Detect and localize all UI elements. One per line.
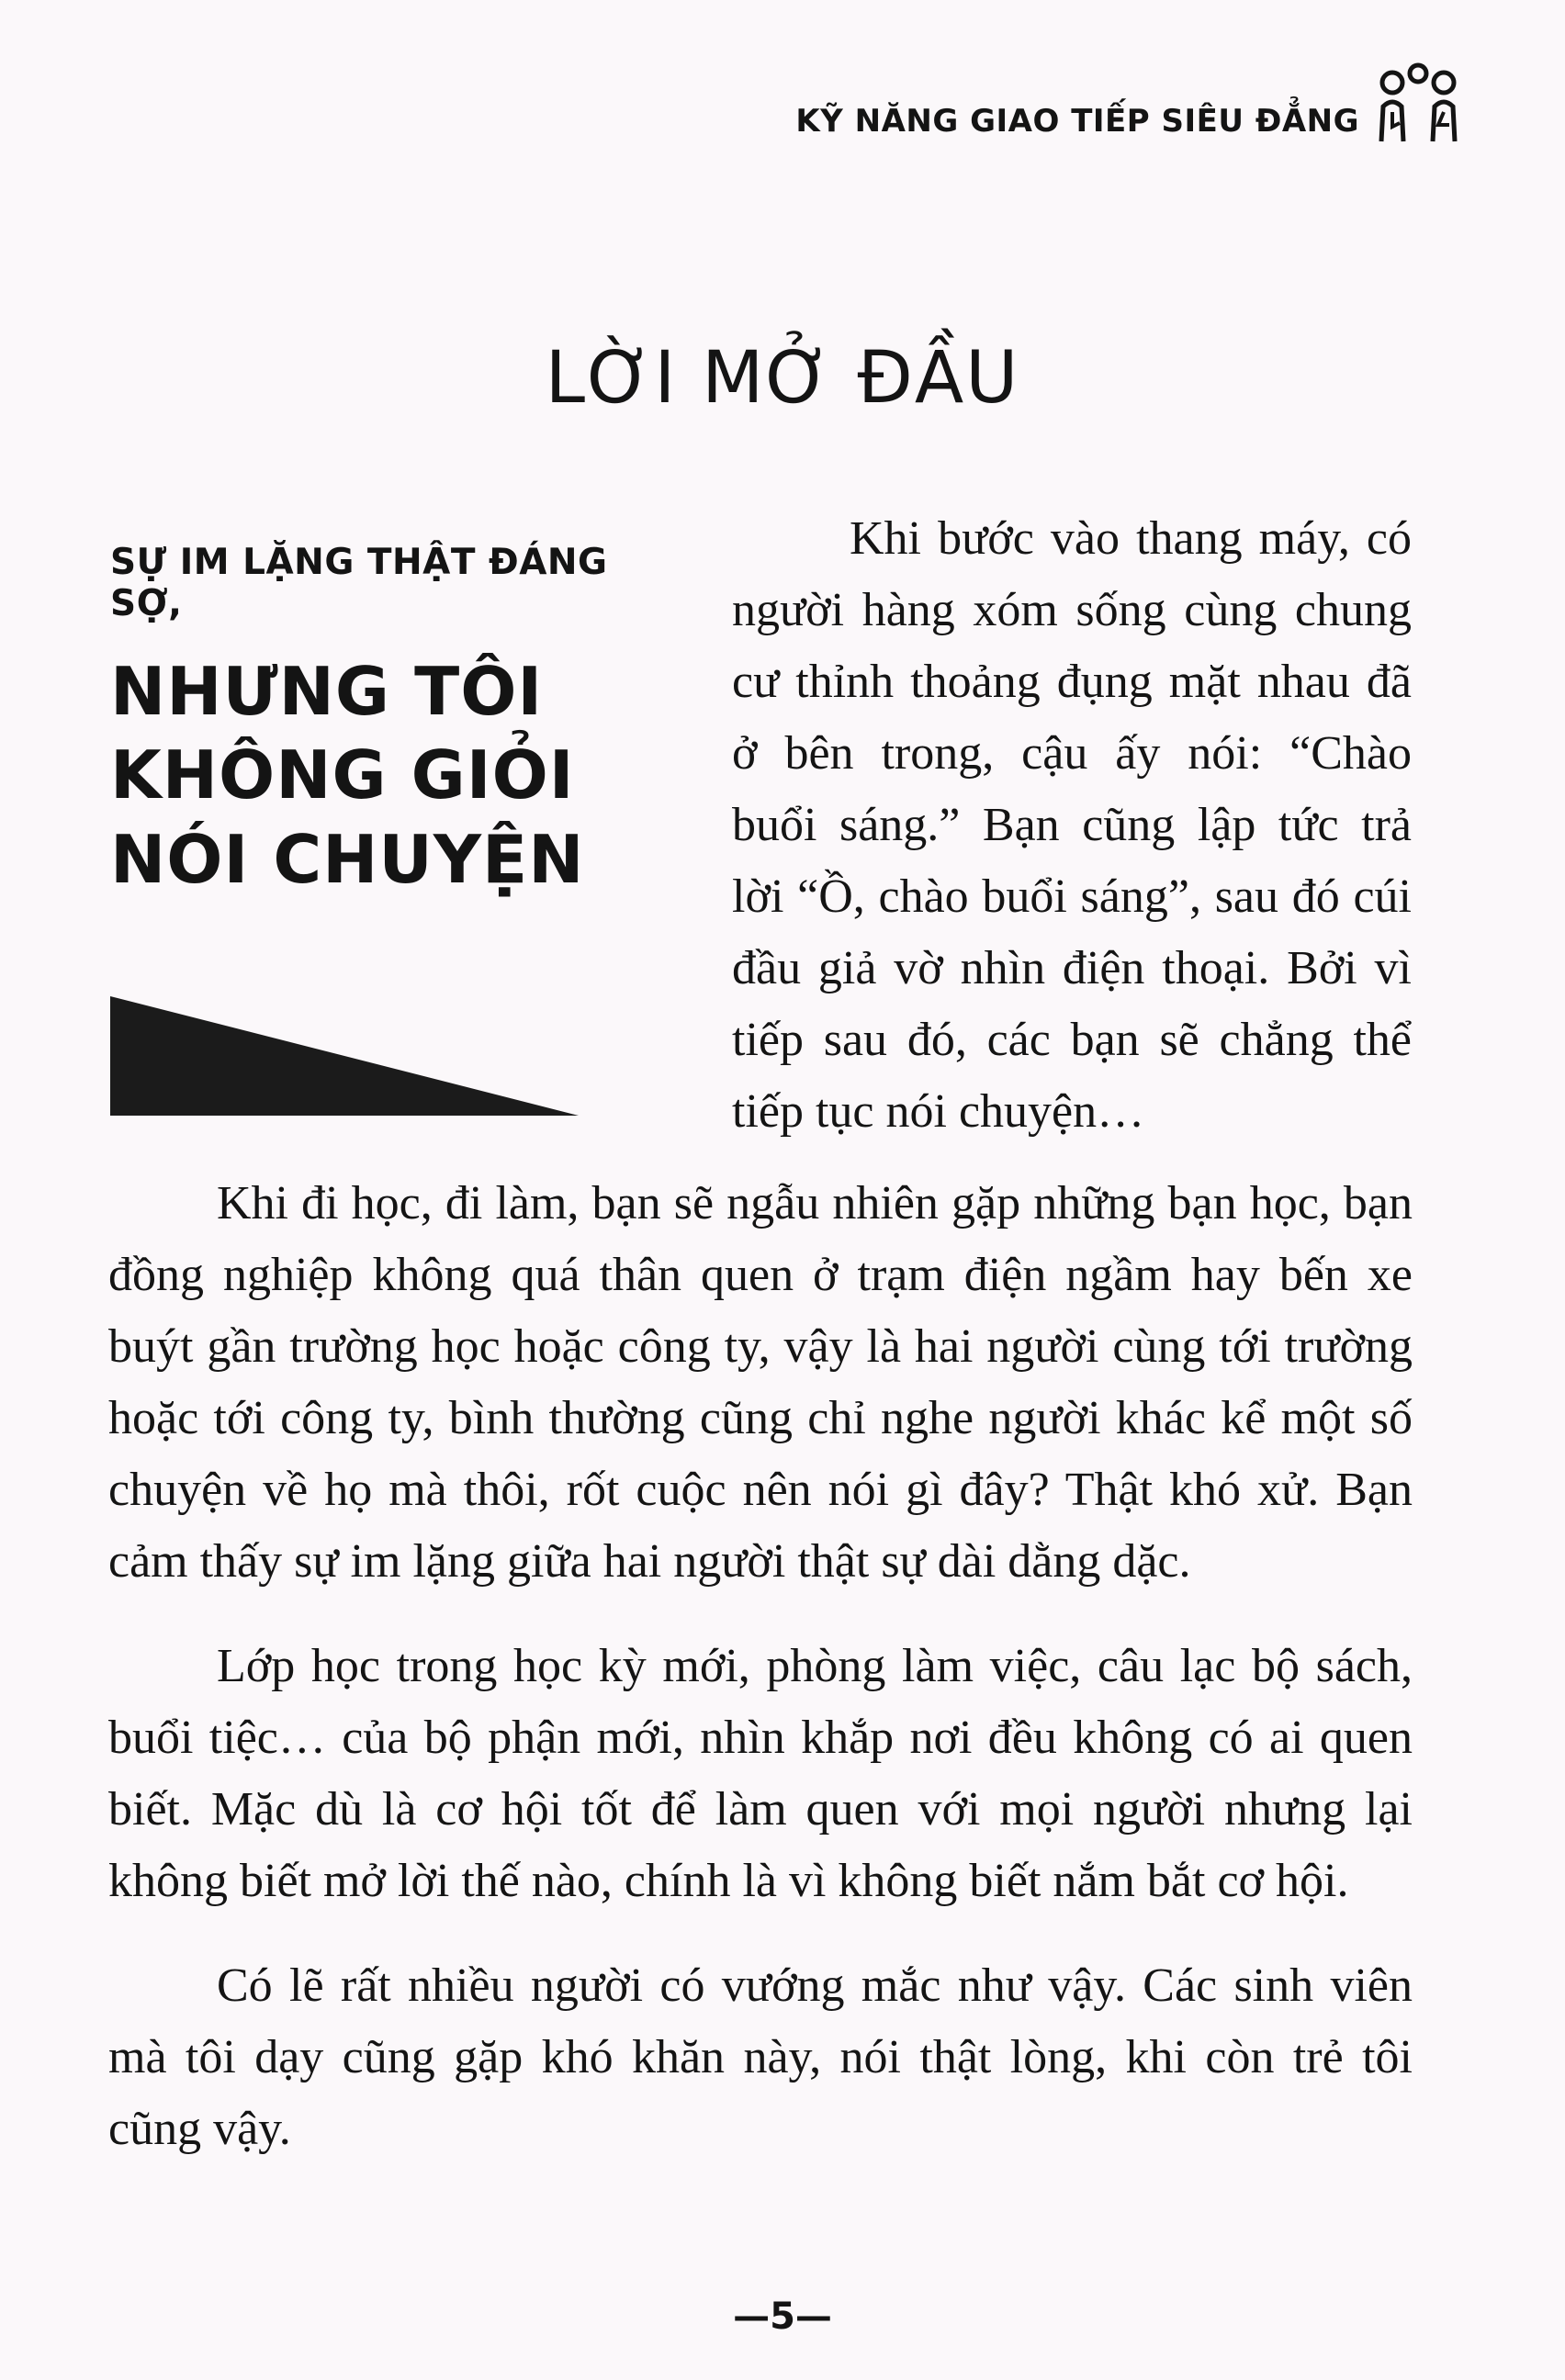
side-heading (110, 542, 625, 902)
people-chatting-icon (1372, 59, 1464, 147)
body-paragraph: Lớp học trong học kỳ mới, phòng làm việc, câu lạc bộ sách, buổi tiệc… của bộ phận mới, nhìn khắp nơi đều không có ai quen biết. Mặc dù là cơ hội tốt để làm quen với mọi người nhưng lại không biết mở lời thế nào, chính là vì không biết nắm bắt cơ hội. (108, 1640, 1413, 1907)
side-heading-line: NÓI CHUYỆN (110, 820, 585, 898)
side-heading-kicker: SỰ IM LẶNG THẬT ĐÁNG SỢ, (110, 542, 608, 624)
intro-column (732, 503, 1412, 1148)
intro-paragraph: Khi bước vào thang máy, có người hàng xóm sống cùng chung cư thỉnh thoảng đụng mặt nhau đã ở bên trong, cậu ấy nói: “Chào buổi sáng.” Bạn cũng lập tức trả lời “Ồ, chào buổi sáng”, sau đó cúi đầu giả vờ nhìn điện thoại. Bởi vì tiếp sau đó, các bạn sẽ chẳng thể tiếp tục nói chuyện… (732, 512, 1412, 1138)
running-head-text: KỸ NĂNG GIAO TIẾP SIÊU ĐẲNG (795, 103, 1359, 140)
body-paragraph: Khi đi học, đi làm, bạn sẽ ngẫu nhiên gặp những bạn học, bạn đồng nghiệp không quá thân quen ở trạm điện ngầm hay bến xe buýt gần trường học hoặc công ty, vậy là hai người cùng tới trường hoặc tới công ty, bình thường cũng chỉ nghe người khác kể một số chuyện về họ mà thôi, rốt cuộc nên nói gì đây? Thật khó xử. Bạn cảm thấy sự im lặng giữa hai người thật sự dài dằng dặc. (108, 1177, 1413, 1588)
side-heading-line: NHƯNG TÔI (110, 653, 544, 730)
page-number: —5— (733, 2296, 832, 2338)
chapter-title: LỜI MỞ ĐẦU (545, 337, 1020, 421)
side-heading-line: KHÔNG GIỎI (110, 736, 575, 814)
body-text (108, 1168, 1413, 2198)
running-head (795, 55, 1464, 147)
decorative-wedge (110, 996, 579, 1116)
body-paragraph: Có lẽ rất nhiều người có vướng mắc như vậy. Các sinh viên mà tôi dạy cũng gặp khó khăn này, nói thật lòng, khi còn trẻ tôi cũng vậy. (108, 1959, 1413, 2155)
